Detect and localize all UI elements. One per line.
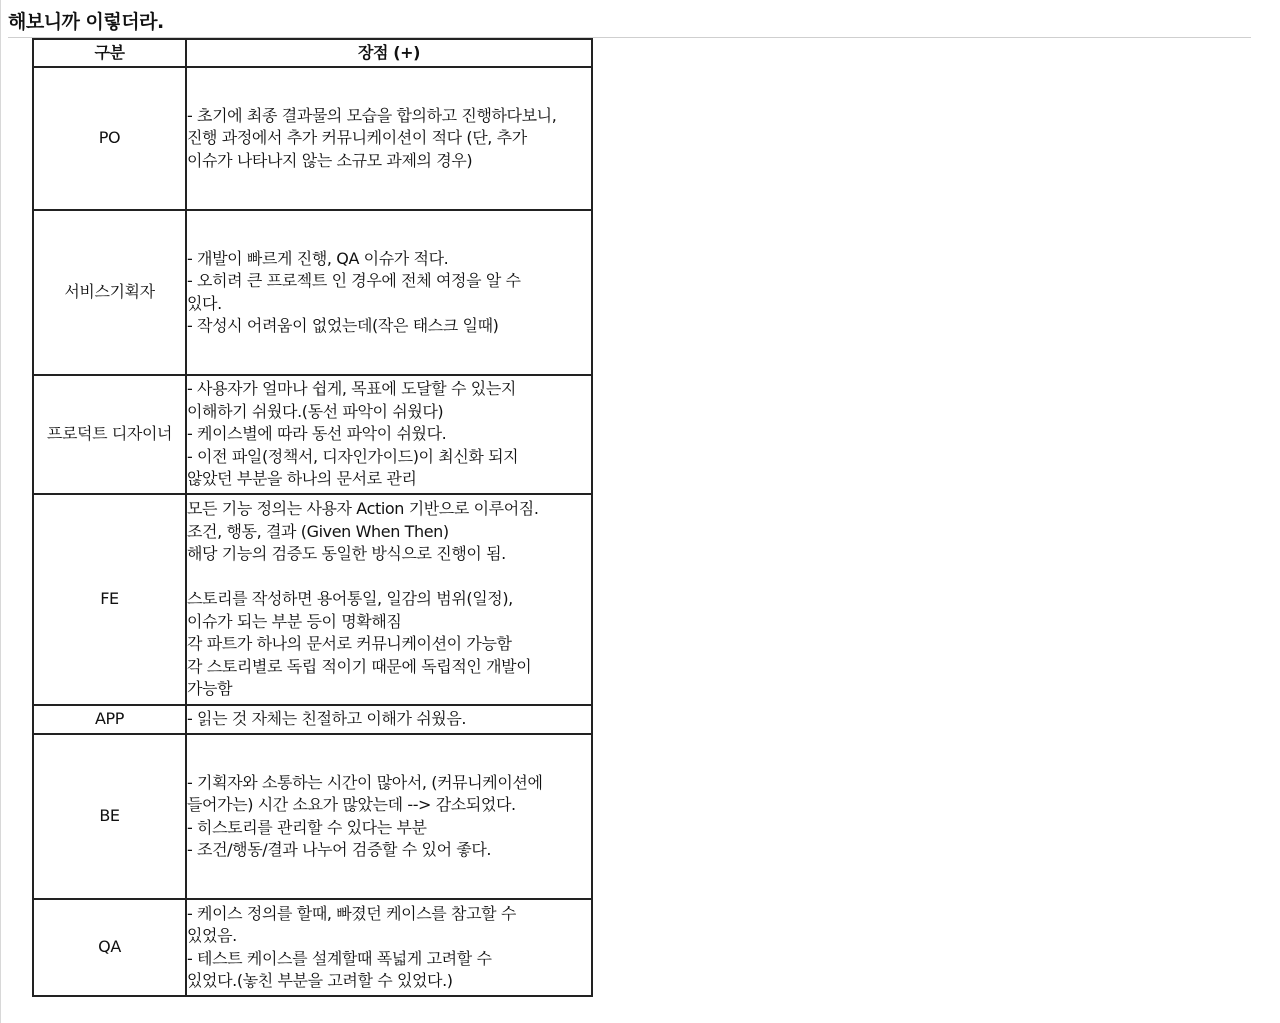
table-row-qa	[33, 899, 592, 996]
pros-table	[32, 38, 593, 997]
role-cell: BE	[33, 734, 186, 899]
pros-text: 모든 기능 정의는 사용자 Action 기반으로 이루어짐. 조건, 행동, 결과 (Given When Then) 해당 기능의 검증도 동일한 방식으로 진행이 됨. 스토리를 작성하면 용어통일, 일감의 범위(일정), 이슈가 되는 부분 등이 명확해짐 각 파트가 하나의 문서로 커뮤니케이션이 가능함 각 스토리별로 독립 적이기 때문에 독립적인 개발이 가능함	[187, 499, 539, 699]
pros-cell	[186, 67, 592, 210]
page-title: 해보니까 이렇더라.	[8, 11, 164, 33]
pros-cell	[186, 210, 592, 375]
pros-cell	[186, 734, 592, 899]
table-row-fe	[33, 494, 592, 705]
header-pros: 장점 (+)	[186, 39, 592, 67]
table-row-po	[33, 67, 592, 210]
left-edge-border	[0, 0, 1, 1023]
pros-cell	[186, 705, 592, 734]
role-cell: APP	[33, 705, 186, 734]
role-cell: 프로덕트 디자이너	[33, 375, 186, 494]
pros-text: - 읽는 것 자체는 친절하고 이해가 쉬웠음.	[187, 709, 467, 729]
pros-text: - 개발이 빠르게 진행, QA 이슈가 적다. - 오히려 큰 프로젝트 인 경우에 전체 여정을 알 수 있다. - 작성시 어려움이 없었는데(작은 태스크 일때)	[187, 248, 521, 335]
pros-text: - 사용자가 얼마나 쉽게, 목표에 도달할 수 있는지 이해하기 쉬웠다.(동선 파악이 쉬웠다) - 케이스별에 따라 동선 파악이 쉬웠다. - 이전 파일(정책서, 디자인가이드)이 최신화 되지 않았던 부분을 하나의 문서로 관리	[187, 379, 519, 489]
header-category: 구분	[33, 39, 186, 67]
role-cell: PO	[33, 67, 186, 210]
table-row-be	[33, 734, 592, 899]
pros-text: - 기획자와 소통하는 시간이 많아서, (커뮤니케이션에 들어가는) 시간 소요가 많았는데 --> 감소되었다. - 히스토리를 관리할 수 있다는 부분 - 조건/행동/결과 나누어 검증할 수 있어 좋다.	[187, 772, 543, 859]
pros-text: - 초기에 최종 결과물의 모습을 합의하고 진행하다보니, 진행 과정에서 추가 커뮤니케이션이 적다 (단, 추가 이슈가 나타나지 않는 소규모 과제의 경우)	[187, 105, 557, 170]
pros-cell	[186, 494, 592, 705]
table-row-product-designer	[33, 375, 592, 494]
table-row-app	[33, 705, 592, 734]
table-header-row	[33, 39, 592, 67]
role-cell: 서비스기획자	[33, 210, 186, 375]
table-row-service-planner	[33, 210, 592, 375]
role-cell: FE	[33, 494, 186, 705]
role-cell: QA	[33, 899, 186, 996]
pros-text: - 케이스 정의를 할때, 빠졌던 케이스를 참고할 수 있었음. - 테스트 케이스를 설계할때 폭넓게 고려할 수 있었다.(놓친 부분을 고려할 수 있었다.)	[187, 903, 516, 990]
pros-cell	[186, 899, 592, 996]
pros-cell	[186, 375, 592, 494]
